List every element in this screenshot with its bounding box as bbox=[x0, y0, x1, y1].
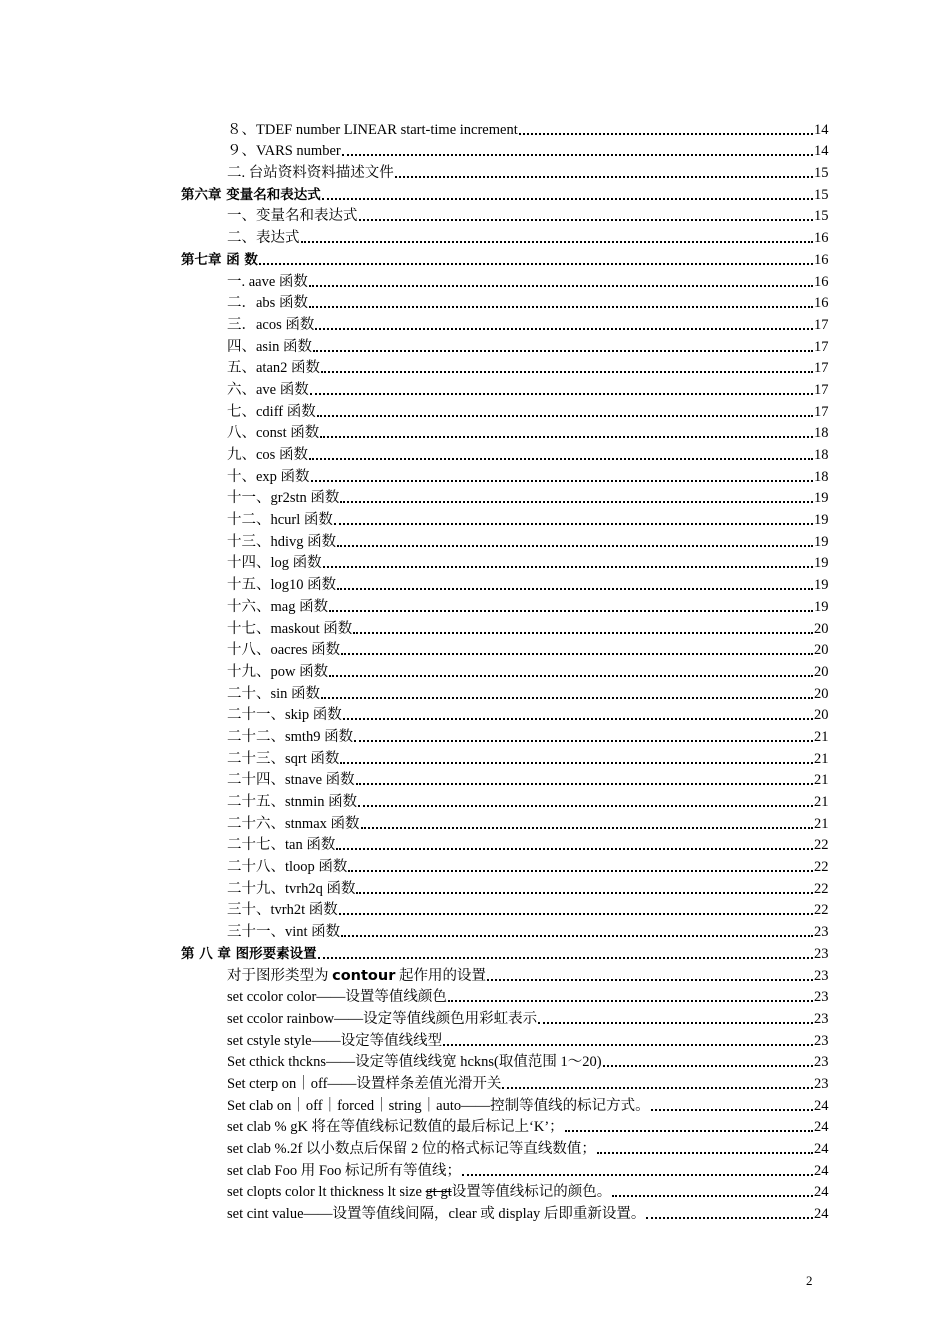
toc-page-number: 22 bbox=[814, 859, 829, 876]
toc-dot-leader bbox=[487, 969, 813, 981]
toc-dot-leader bbox=[321, 361, 813, 373]
toc-entry-title: 九、cos 函数 bbox=[227, 447, 308, 463]
toc-dot-leader bbox=[361, 817, 813, 829]
toc-entry-title: 六、ave 函数 bbox=[227, 381, 309, 398]
toc-page-number: 23 bbox=[814, 967, 829, 984]
toc-entry-title: 二十四、stnave 函数 bbox=[227, 772, 355, 789]
toc-entry-title-bold: contour bbox=[332, 967, 396, 984]
toc-entry-row[interactable] bbox=[0, 268, 950, 290]
toc-entry-row[interactable] bbox=[0, 615, 950, 637]
toc-entry-row[interactable] bbox=[0, 745, 950, 767]
toc-entry-title: 第六章 变量名和表达式 bbox=[181, 186, 321, 203]
toc-entry-row[interactable] bbox=[0, 355, 950, 377]
toc-dot-leader bbox=[313, 340, 813, 352]
toc-entry-title: ９、VARS number bbox=[227, 143, 341, 160]
toc-entry-title: 二、表达式 bbox=[227, 230, 300, 247]
toc-dot-leader bbox=[341, 643, 813, 655]
toc-dot-leader bbox=[329, 665, 813, 677]
toc-entry-title: 二十五、stnmin 函数 bbox=[227, 794, 358, 810]
toc-dot-leader bbox=[443, 1034, 813, 1046]
toc-entry-row[interactable] bbox=[0, 1135, 950, 1157]
toc-entry-row[interactable] bbox=[0, 984, 950, 1006]
toc-dot-leader bbox=[309, 448, 813, 460]
toc-entry-row[interactable] bbox=[0, 138, 950, 160]
toc-page-number: 19 bbox=[814, 533, 829, 550]
toc-page-number: 19 bbox=[814, 490, 829, 507]
toc-dot-leader bbox=[462, 1164, 813, 1176]
toc-entry-row[interactable] bbox=[0, 116, 950, 138]
toc-dot-leader bbox=[323, 556, 813, 568]
toc-entry-row[interactable] bbox=[0, 1005, 950, 1027]
toc-dot-leader bbox=[565, 1120, 813, 1132]
toc-entry-title: set ccolor color——设置等值线颜色 bbox=[227, 989, 447, 1006]
toc-entry-title: 十、exp 函数 bbox=[227, 468, 310, 485]
toc-dot-leader bbox=[354, 730, 813, 742]
toc-entry-title: 二十六、stnmax 函数 bbox=[227, 815, 360, 832]
toc-dot-leader bbox=[343, 708, 813, 720]
toc-page-number: 19 bbox=[814, 512, 829, 529]
toc-entry-title: 八、const 函数 bbox=[227, 425, 320, 442]
toc-dot-leader bbox=[259, 253, 813, 265]
toc-entry-title bbox=[227, 1184, 611, 1200]
toc-page-number: 14 bbox=[814, 143, 829, 160]
toc-page-number: 23 bbox=[814, 924, 829, 941]
toc-page-number: 24 bbox=[814, 1206, 829, 1223]
toc-page-number: 19 bbox=[814, 577, 829, 594]
toc-page-number: 20 bbox=[814, 707, 829, 724]
toc-entry-row[interactable] bbox=[0, 723, 950, 745]
toc-entry-row[interactable] bbox=[0, 593, 950, 615]
toc-dot-leader bbox=[340, 491, 813, 503]
toc-dot-leader bbox=[315, 318, 813, 330]
toc-entry-row[interactable] bbox=[0, 658, 950, 680]
toc-entry-title: 十七、maskout 函数 bbox=[227, 620, 353, 637]
toc-dot-leader bbox=[329, 600, 813, 612]
toc-page-number: 21 bbox=[814, 728, 829, 745]
toc-page-number: 21 bbox=[814, 794, 829, 810]
toc-entry-title: set clab Foo 用 Foo 标记所有等值线； bbox=[227, 1162, 462, 1179]
toc-page-number: 21 bbox=[814, 750, 829, 767]
toc-page-number: 24 bbox=[814, 1097, 829, 1114]
toc-dot-leader bbox=[340, 752, 813, 764]
toc-entry-title: 五、atan2 函数 bbox=[227, 360, 321, 377]
toc-page-number: 17 bbox=[814, 381, 829, 398]
toc-entry-title: 十九、pow 函数 bbox=[227, 663, 329, 680]
toc-entry-row[interactable] bbox=[0, 1049, 950, 1071]
toc-dot-leader bbox=[301, 231, 814, 243]
table-of-contents bbox=[0, 116, 950, 1222]
toc-entry-title: 二十、sin 函数 bbox=[227, 685, 321, 702]
toc-page-number: 24 bbox=[814, 1141, 829, 1157]
toc-entry-title: 一、变量名和表达式 bbox=[227, 208, 358, 225]
toc-entry-title-part: 设置等值线标记的颜色。 bbox=[451, 1184, 612, 1201]
toc-dot-leader bbox=[519, 123, 813, 135]
page-number: 2 bbox=[806, 1273, 813, 1288]
toc-page-number: 24 bbox=[814, 1119, 829, 1136]
toc-entry-title: Set cterp on｜off——设置样条差值光滑开关 bbox=[227, 1075, 502, 1092]
toc-entry-row[interactable] bbox=[0, 1114, 950, 1136]
toc-entry-row[interactable] bbox=[0, 441, 950, 463]
toc-dot-leader bbox=[320, 426, 813, 438]
toc-dot-leader bbox=[646, 1207, 813, 1219]
toc-dot-leader bbox=[336, 838, 813, 850]
toc-entry-title: set clab %.2f 以小数点后保留 2 位的格式标记等直线数值； bbox=[227, 1141, 596, 1157]
toc-page-number: 15 bbox=[814, 165, 829, 182]
toc-entry-row[interactable] bbox=[0, 376, 950, 398]
toc-entry-title: 三十一、vint 函数 bbox=[227, 924, 341, 941]
toc-page-number: 23 bbox=[814, 989, 829, 1006]
toc-dot-leader bbox=[311, 470, 813, 482]
toc-entry-row[interactable] bbox=[0, 1200, 950, 1222]
toc-entry-row[interactable] bbox=[0, 1027, 950, 1049]
toc-dot-leader bbox=[318, 947, 813, 959]
toc-entry-title: 二十三、sqrt 函数 bbox=[227, 750, 340, 767]
toc-entry-row[interactable] bbox=[0, 290, 950, 312]
toc-entry-title: 三．acos 函数 bbox=[227, 316, 315, 333]
toc-entry-row[interactable] bbox=[0, 832, 950, 854]
toc-dot-leader bbox=[342, 144, 813, 156]
toc-entry-row[interactable] bbox=[0, 550, 950, 572]
toc-entry-row[interactable] bbox=[0, 788, 950, 810]
toc-entry-row[interactable] bbox=[0, 680, 950, 702]
toc-page-number: 24 bbox=[814, 1162, 829, 1179]
toc-entry-title: 二十一、skip 函数 bbox=[227, 707, 342, 724]
toc-entry-row[interactable] bbox=[0, 962, 950, 984]
toc-dot-leader bbox=[448, 990, 813, 1002]
toc-entry-row[interactable] bbox=[0, 897, 950, 919]
toc-entry-title: 十八、oacres 函数 bbox=[227, 642, 341, 659]
toc-entry-title: 一. aave 函数 bbox=[227, 273, 308, 290]
toc-page-number: 20 bbox=[814, 642, 829, 659]
toc-dot-leader bbox=[348, 860, 813, 872]
toc-entry-title: 二十八、tloop 函数 bbox=[227, 859, 348, 876]
toc-entry-title: 二．abs 函数 bbox=[227, 295, 308, 312]
toc-entry-row[interactable] bbox=[0, 637, 950, 659]
toc-entry-row[interactable] bbox=[0, 485, 950, 507]
toc-page-number: 23 bbox=[814, 1010, 829, 1027]
toc-entry-title: 三十、tvrh2t 函数 bbox=[227, 902, 338, 919]
toc-entry-row[interactable] bbox=[0, 1070, 950, 1092]
toc-entry-title: Set cthick thckns——设定等值线线宽 hckns(取值范围 1～20) bbox=[227, 1054, 602, 1071]
toc-page-number: 17 bbox=[814, 316, 829, 333]
toc-page-number: 19 bbox=[814, 598, 829, 615]
toc-page-number: 20 bbox=[814, 663, 829, 680]
toc-page-number: 16 bbox=[814, 273, 829, 290]
toc-page-number: 21 bbox=[814, 772, 829, 789]
toc-entry-row[interactable] bbox=[0, 203, 950, 225]
toc-dot-leader bbox=[321, 687, 813, 699]
toc-entry-title-part: set clopts color lt thickness lt size bbox=[227, 1184, 426, 1201]
toc-chapter-row[interactable] bbox=[0, 181, 950, 203]
toc-entry-row[interactable] bbox=[0, 853, 950, 875]
toc-entry-row[interactable] bbox=[0, 875, 950, 897]
toc-entry-row[interactable] bbox=[0, 224, 950, 246]
toc-dot-leader bbox=[337, 535, 813, 547]
toc-chapter-row[interactable] bbox=[0, 246, 950, 268]
toc-entry-title: 十一、gr2stn 函数 bbox=[227, 490, 340, 507]
toc-page-number: 23 bbox=[814, 945, 829, 962]
toc-dot-leader bbox=[356, 773, 813, 785]
toc-dot-leader bbox=[334, 513, 813, 525]
toc-entry-title: 十四、log 函数 bbox=[227, 555, 322, 572]
toc-dot-leader bbox=[353, 622, 813, 634]
toc-entry-row[interactable] bbox=[0, 311, 950, 333]
toc-dot-leader bbox=[358, 795, 813, 807]
toc-dot-leader bbox=[309, 275, 813, 287]
toc-dot-leader bbox=[502, 1077, 813, 1089]
toc-chapter-row[interactable] bbox=[0, 940, 950, 962]
toc-entry-title: 二十二、smth9 函数 bbox=[227, 728, 354, 745]
toc-dot-leader bbox=[339, 903, 813, 915]
toc-entry-title: 二十九、tvrh2q 函数 bbox=[227, 880, 356, 897]
toc-entry-row[interactable] bbox=[0, 810, 950, 832]
toc-page-number: 15 bbox=[814, 208, 829, 225]
toc-entry-title: 十六、mag 函数 bbox=[227, 598, 329, 615]
toc-page-number: 23 bbox=[814, 1054, 829, 1071]
toc-page-number: 22 bbox=[814, 902, 829, 919]
toc-entry-row[interactable] bbox=[0, 1179, 950, 1201]
toc-page-number: 22 bbox=[814, 837, 829, 854]
toc-dot-leader bbox=[395, 166, 813, 178]
toc-dot-leader bbox=[603, 1055, 813, 1067]
toc-page-number: 23 bbox=[814, 1075, 829, 1092]
toc-entry-title: ８、TDEF number LINEAR start-time increment bbox=[227, 121, 518, 138]
toc-entry-row[interactable] bbox=[0, 918, 950, 940]
toc-entry-title-part: 起作用的设置 bbox=[395, 967, 486, 984]
toc-page-number: 14 bbox=[814, 121, 829, 138]
toc-entry-title: Set clab on｜off｜forced｜string｜auto——控制等值线的标记方式。 bbox=[227, 1097, 650, 1114]
toc-page-number: 17 bbox=[814, 403, 829, 420]
toc-entry-title: 十三、hdivg 函数 bbox=[227, 533, 337, 550]
toc-page-number: 24 bbox=[814, 1184, 829, 1201]
toc-entry-title-strike: gt gt bbox=[425, 1184, 452, 1201]
toc-entry-row[interactable] bbox=[0, 398, 950, 420]
toc-entry-row[interactable] bbox=[0, 506, 950, 528]
toc-entry-row[interactable] bbox=[0, 1157, 950, 1179]
toc-dot-leader bbox=[341, 925, 813, 937]
toc-page-number: 16 bbox=[814, 251, 829, 268]
toc-page-number: 16 bbox=[814, 295, 829, 312]
toc-entry-row[interactable] bbox=[0, 333, 950, 355]
toc-entry-title-part: 对于图形类型为 bbox=[227, 967, 333, 984]
toc-entry-title: set cstyle style——设定等值线线型 bbox=[227, 1032, 443, 1049]
toc-entry-title: set clab % gK 将在等值线标记数值的最后标记上‘K’； bbox=[227, 1119, 564, 1136]
toc-dot-leader bbox=[309, 296, 813, 308]
toc-page-number: 17 bbox=[814, 338, 829, 355]
toc-dot-leader bbox=[538, 1012, 813, 1024]
toc-entry-title: set cint value——设置等值线间隔，clear 或 display 后即重新设置。 bbox=[227, 1206, 646, 1223]
toc-page-number: 15 bbox=[814, 186, 829, 203]
toc-entry-title: set ccolor rainbow——设定等值线颜色用彩虹表示 bbox=[227, 1010, 538, 1027]
toc-entry-row[interactable] bbox=[0, 767, 950, 789]
toc-page-number: 16 bbox=[814, 230, 829, 247]
toc-dot-leader bbox=[359, 209, 814, 221]
toc-dot-leader bbox=[337, 578, 813, 590]
toc-entry-title: 第 八 章 图形要素设置 bbox=[181, 945, 317, 962]
toc-entry-title: 十五、log10 函数 bbox=[227, 577, 337, 594]
toc-entry-row[interactable] bbox=[0, 420, 950, 442]
toc-entry-title: 七、cdiff 函数 bbox=[227, 403, 316, 420]
toc-page-number: 18 bbox=[814, 425, 829, 442]
toc-entry-row[interactable] bbox=[0, 702, 950, 724]
toc-dot-leader bbox=[317, 405, 813, 417]
toc-entry-title: 二十七、tan 函数 bbox=[227, 837, 336, 854]
toc-page-number: 20 bbox=[814, 685, 829, 702]
toc-entry-title: 四、asin 函数 bbox=[227, 338, 312, 355]
toc-entry-row[interactable] bbox=[0, 571, 950, 593]
toc-dot-leader bbox=[310, 383, 813, 395]
toc-dot-leader bbox=[356, 882, 813, 894]
toc-page-number: 21 bbox=[814, 815, 829, 832]
toc-dot-leader bbox=[597, 1142, 813, 1154]
toc-page-number: 18 bbox=[814, 447, 829, 463]
toc-dot-leader bbox=[322, 188, 813, 200]
toc-page-number: 23 bbox=[814, 1032, 829, 1049]
toc-entry-row[interactable] bbox=[0, 528, 950, 550]
toc-page-number: 20 bbox=[814, 620, 829, 637]
toc-entry-title: 二. 台站资料资料描述文件 bbox=[227, 165, 394, 182]
toc-page-number: 22 bbox=[814, 880, 829, 897]
toc-entry-title bbox=[227, 968, 486, 984]
toc-entry-title: 十二、hcurl 函数 bbox=[227, 512, 333, 529]
toc-dot-leader bbox=[651, 1099, 813, 1111]
toc-page-number: 18 bbox=[814, 468, 829, 485]
toc-entry-row[interactable] bbox=[0, 1092, 950, 1114]
toc-entry-row[interactable] bbox=[0, 463, 950, 485]
toc-entry-row[interactable] bbox=[0, 159, 950, 181]
toc-page-number: 19 bbox=[814, 555, 829, 572]
toc-entry-title: 第七章 函 数 bbox=[181, 251, 258, 268]
toc-dot-leader bbox=[612, 1185, 813, 1197]
toc-page-number: 17 bbox=[814, 360, 829, 377]
